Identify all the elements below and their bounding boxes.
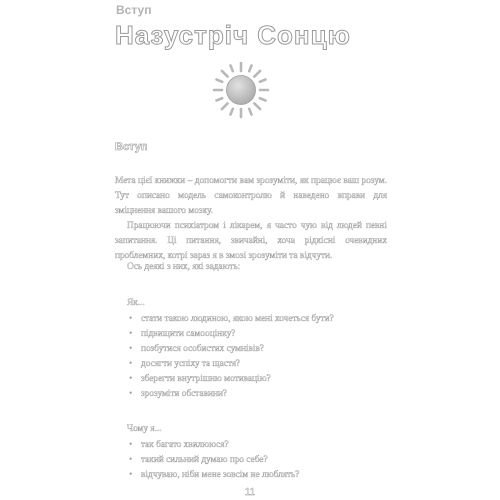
bullet-icon: • [129,359,133,369]
how-questions-list [127,312,387,402]
chapter-title: Назустріч Сонцю [115,20,351,50]
sun-icon [211,60,271,120]
intro-paragraph-2: Працюючи психіатром і лікарем, я часто чую від людей певні запитання. Ці питання, звичайні, хоча рідкісні очевидних проблемних, котрі зараз я в змозі зрозуміти та відчути. [115,221,387,262]
list-item [127,387,387,402]
how-questions-heading: Як... [127,298,145,308]
list-item [127,312,387,327]
section-label: Вступ [116,3,152,17]
list-item [127,327,387,342]
page-number: 11 [244,487,256,498]
list-item-text: так багато хвилююся? [141,440,229,450]
why-questions-group [127,422,387,483]
list-item-text: позбутися особистих сумнівів? [141,344,265,354]
list-item-text: зберегти внутрішню мотивацію? [141,374,271,384]
intro-paragraph-1: Мета цієї книжки – допомогти вам зрозуміти, як працює ваш розум. Тут описано модель самоконтролю й наведено вправи для зміцнення вашого мозку. [115,176,387,217]
why-questions-list [127,438,387,483]
how-questions-group [127,296,387,402]
list-lead-line: Ось деякі з них, які задають: [127,262,241,272]
list-item [127,372,387,387]
bullet-icon: • [129,374,133,384]
bullet-icon: • [129,314,133,324]
list-item [127,453,387,468]
bullet-icon: • [129,389,133,399]
list-item-text: відчуваю, ніби мене зовсім не люблять? [141,470,300,480]
list-item-text: підвищити самооцінку? [141,329,236,339]
list-item [127,468,387,483]
why-questions-heading: Чому я... [127,424,162,434]
list-item [127,438,387,453]
list-item [127,357,387,372]
list-item-text: стати такою людиною, якою мені хочеться бути? [141,314,334,324]
list-item-text: такий сильний думаю про себе? [141,455,268,465]
list-item [127,342,387,357]
bullet-icon: • [129,470,133,480]
list-item-text: досягти успіху та щастя? [141,359,241,369]
bullet-icon: • [129,455,133,465]
bullet-icon: • [129,329,133,339]
bullet-icon: • [129,440,133,450]
intro-heading: Вступ [115,141,148,153]
list-item-text: зрозуміти обставини? [141,389,228,399]
bullet-icon: • [129,344,133,354]
